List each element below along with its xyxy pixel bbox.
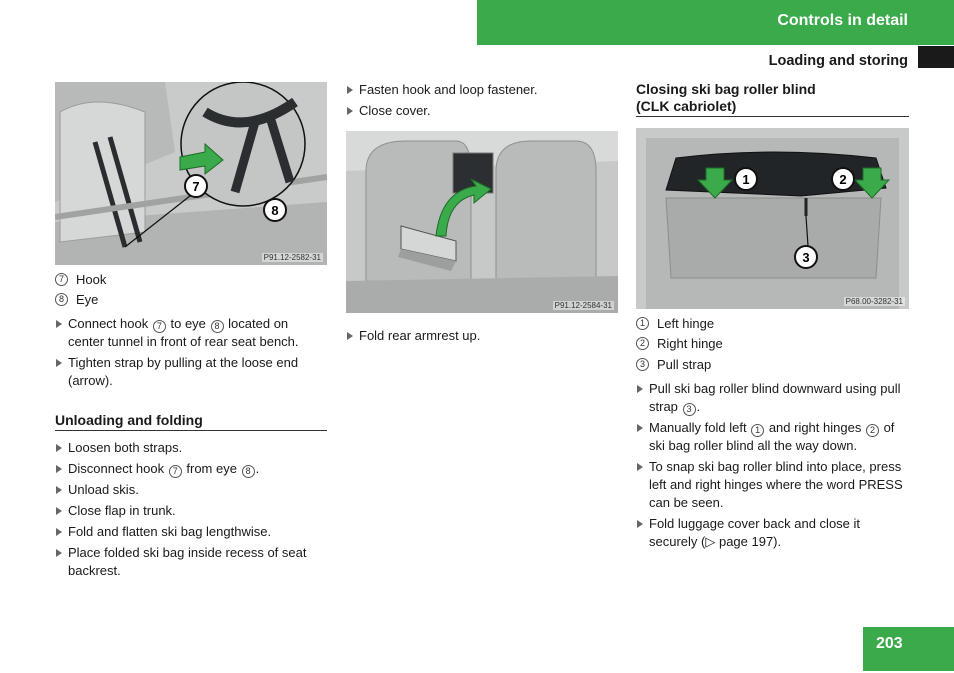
roller-blind-illustration [636, 128, 909, 309]
legend-label: Eye [76, 292, 99, 308]
figure-code: P68.00-3282-31 [845, 297, 903, 306]
svg-text:1: 1 [742, 172, 750, 187]
legend-label: Left hinge [657, 315, 715, 331]
section-title: Loading and storing [768, 53, 908, 69]
figure-legend [55, 269, 327, 310]
step-item: Connect hook 7 to eye 8 located on center tunnel in front of rear seat bench. [55, 315, 327, 351]
callout-number: 1 [636, 317, 649, 330]
legend-label: Right hinge [657, 336, 723, 352]
instruction-steps [55, 315, 327, 393]
step-item: Close cover. [346, 102, 618, 120]
legend-item-eye [55, 290, 327, 311]
callout-number: 8 [55, 293, 68, 306]
step-item: Loosen both straps. [55, 439, 327, 457]
figure-code: P91.12-2584-31 [554, 301, 612, 310]
page-number: 203 [876, 635, 903, 652]
step-item: Close flap in trunk. [55, 502, 327, 520]
armrest-steps [346, 327, 618, 348]
step-item: Fasten hook and loop fastener. [346, 81, 618, 99]
subheading-closing-roller-blind: Closing ski bag roller blind (CLK cabriolet) [636, 81, 909, 117]
step-item: Unload skis. [55, 481, 327, 499]
svg-text:7: 7 [192, 179, 200, 194]
step-item: Fold and flatten ski bag lengthwise. [55, 523, 327, 541]
step-item: Pull ski bag roller blind downward using pull strap 3 . [636, 380, 909, 416]
roller-blind-steps [636, 380, 909, 554]
page-number-box [863, 627, 954, 671]
rear-armrest-illustration [346, 131, 618, 313]
callout-number: 7 [55, 273, 68, 286]
legend-item-hook [55, 269, 327, 290]
chapter-title: Controls in detail [777, 12, 908, 29]
step-item: Manually fold left 1 and right hinges 2 of ski bag roller blind all the way down. [636, 419, 909, 455]
figure-legend [636, 313, 909, 375]
step-item: Tighten strap by pulling at the loose end (arrow). [55, 354, 327, 390]
ski-bag-hook-illustration [55, 82, 327, 265]
side-tab-marker [918, 46, 954, 68]
instruction-steps [346, 81, 618, 123]
step-item: Fold luggage cover back and close it securely (▷ page 197). [636, 515, 909, 551]
legend-item-left-hinge [636, 313, 909, 334]
svg-text:3: 3 [802, 250, 810, 265]
figure-ski-bag-hook [55, 82, 327, 265]
step-item: Disconnect hook 7 from eye 8 . [55, 460, 327, 478]
figure-rear-armrest [346, 131, 618, 313]
figure-code: P91.12-2582-31 [263, 253, 321, 262]
callout-number: 3 [636, 358, 649, 371]
svg-text:2: 2 [839, 172, 847, 187]
callout-number: 2 [636, 337, 649, 350]
unloading-steps [55, 439, 327, 583]
legend-item-right-hinge [636, 334, 909, 355]
subheading-unloading: Unloading and folding [55, 412, 327, 431]
legend-label: Pull strap [657, 356, 712, 372]
legend-item-pull-strap [636, 354, 909, 375]
svg-text:8: 8 [271, 203, 279, 218]
figure-roller-blind [636, 128, 909, 309]
step-item: To snap ski bag roller blind into place, press left and right hinges where the word PRESS can be seen. [636, 458, 909, 512]
legend-label: Hook [76, 271, 107, 287]
step-item: Fold rear armrest up. [346, 327, 618, 345]
chapter-banner [477, 0, 954, 45]
step-item: Place folded ski bag inside recess of seat backrest. [55, 544, 327, 580]
